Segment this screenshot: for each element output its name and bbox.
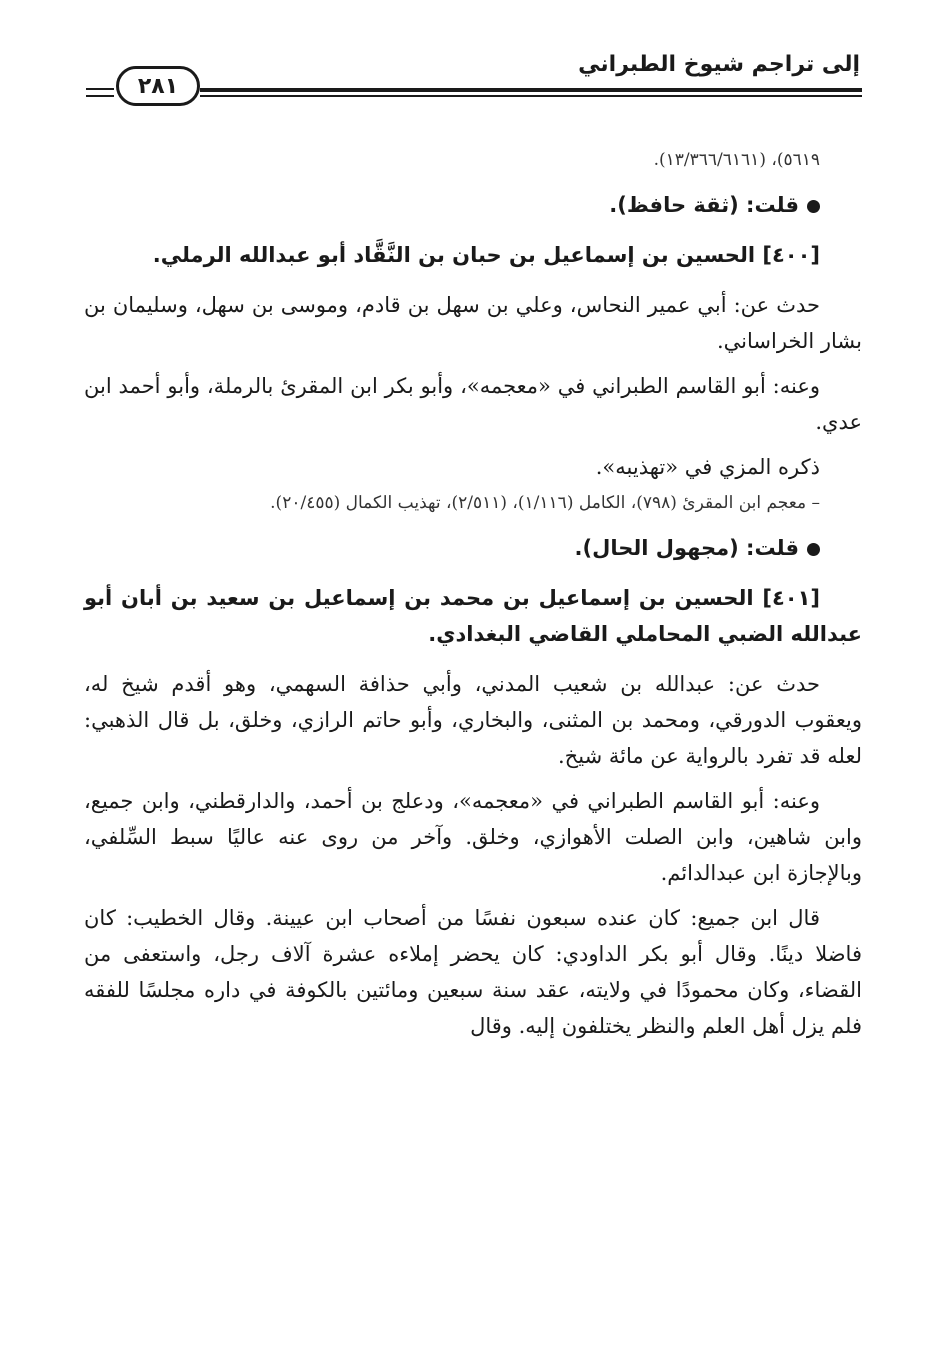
page-body	[84, 142, 862, 1044]
entry-400-narrators: وعنه: أبو القاسم الطبراني في «معجمه»، وأبو بكر ابن المقرئ بالرملة، وأبو أحمد ابن عدي.	[84, 374, 862, 434]
entry-400-narrated-from: حدث عن: أبي عمير النحاس، وعلي بن سهل بن قادم، وموسى بن سهل، وسليمان بن بشار الخراساني.	[84, 293, 862, 353]
entry-401-heading: [٤٠١] الحسين بن إسماعيل بن محمد بن إسماعيل بن سعيد بن أبان أبو عبدالله الضبي المحاملي القاضي البغدادي.	[84, 586, 862, 646]
entry-400-heading: [٤٠٠] الحسين بن إسماعيل بن حبان بن النَّقَّاد أبو عبدالله الرملي.	[152, 243, 820, 267]
entry-401-narrated-from: حدث عن: عبدالله بن شعيب المدني، وأبي حذافة السهمي، وهو أقدم شيخ له، ويعقوب الدورقي، ومحمد بن المثنى، والبخاري، وأبو حاتم الرازي، وخلق، بل قال الذهبي: لعله قد تفرد بالرواية عن مائة شيخ.	[84, 672, 862, 768]
header-rule-thick	[200, 88, 862, 92]
bullet-icon	[807, 543, 820, 556]
header-rule-left-upper	[86, 88, 114, 90]
entry-400-sources: – معجم ابن المقرئ (٧٩٨)، الكامل (١/١١٦)، (٢/٥١١)، تهذيب الكمال (٢٠/٤٥٥).	[270, 493, 820, 513]
entry-400-mentioned-by: ذكره المزي في «تهذيبه».	[595, 455, 820, 479]
header-rule-thin	[200, 95, 862, 97]
running-title: إلى تراجم شيوخ الطبراني	[578, 52, 860, 77]
bullet-icon	[807, 200, 820, 213]
note-label: قلت:	[746, 193, 799, 217]
note-label: قلت:	[746, 536, 799, 560]
top-reference: ٥٦١٩)، (١٣/٣٦٦/٦١٦١).	[653, 150, 820, 170]
page-number: ٢٨١	[137, 73, 179, 99]
note-text: (ثقة حافظ).	[609, 193, 739, 217]
entry-401-biography: قال ابن جميع: كان عنده سبعون نفسًا من أصحاب ابن عيينة. وقال الخطيب: كان فاضلا دينًا. وقال أبو بكر الداودي: كان يحضر إملاءه عشرة آلاف رجل، واستعفى من القضاء، وكان محمودًا في ولايته، عقد سنة سبعين ومائتين بالكوفة في داره مجلسًا للفقه فلم يزل أهل العلم والنظر يختلفون إليه. وقال	[84, 906, 862, 1038]
page-number-badge	[116, 66, 200, 106]
entry-401-narrators: وعنه: أبو القاسم الطبراني في «معجمه»، ودعلج بن أحمد، والدارقطني، وابن جميع، وابن شاهين، وابن الصلت الأهوازي، وخلق. وآخر من روى عنه عاليًا سبط السِّلفي، وبالإجازة ابن عبدالدائم.	[84, 789, 862, 885]
note-text: (مجهول الحال).	[574, 536, 739, 560]
note-opinion-2	[84, 530, 862, 566]
note-opinion-1	[84, 187, 862, 223]
header-rule-left-lower	[86, 95, 114, 97]
